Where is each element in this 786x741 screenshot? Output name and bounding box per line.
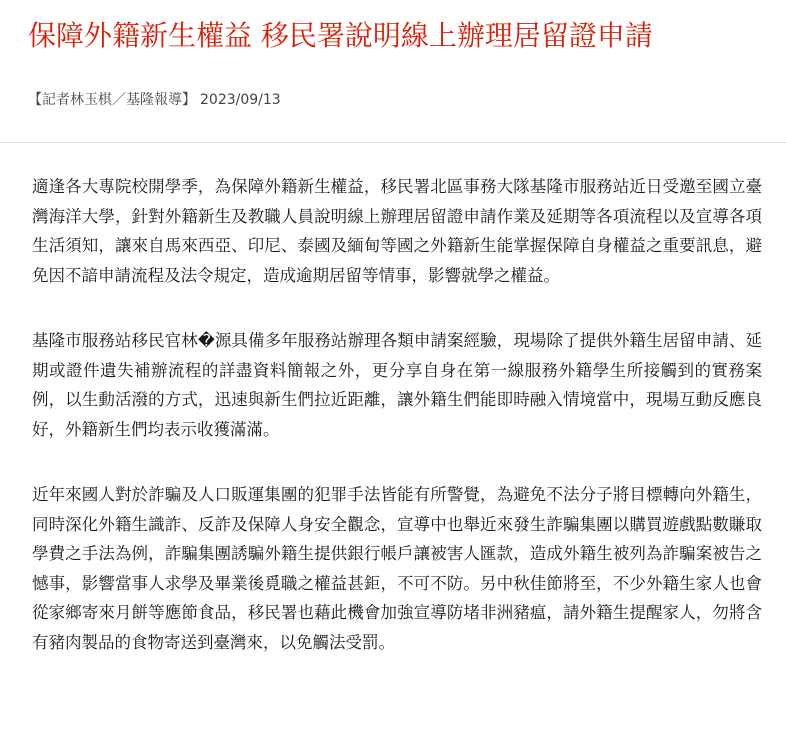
article-body: [32, 172, 762, 657]
reporter-credit: 【記者林玉棋／基隆報導】: [28, 92, 196, 108]
article-headline: 保障外籍新生權益 移民署說明線上辦理居留證申請: [28, 19, 653, 52]
header-divider: [0, 142, 786, 143]
article-paragraph: 基隆市服務站移民官林�源具備多年服務站辦理各類申請案經驗，現場除了提供外籍生居留申請、延期或證件遺失補辦流程的詳盡資料簡報之外，更分享自身在第一線服務外籍學生所接觸到的實務案例，以生動活潑的方式，迅速與新生們拉近距離，讓外籍生們能即時融入情境當中，現場互動反應良好，外籍新生們均表示收獲滿滿。: [32, 331, 762, 439]
article-paragraph: 近年來國人對於詐騙及人口販運集團的犯罪手法皆能有所警覺，為避免不法分子將目標轉向外籍生，同時深化外籍生識詐、反詐及保障人身安全觀念，宣導中也舉近來發生詐騙集團以購買遊戲點數賺取學費之手法為例，詐騙集團誘騙外籍生提供銀行帳戶讓被害人匯款，造成外籍生被列為詐騙案被告之憾事，影響當事人求學及畢業後覓職之權益甚鉅，不可不防。另中秋佳節將至，不少外籍生家人也會從家鄉寄來月餅等應節食品，移民署也藉此機會加強宣導防堵非洲豬瘟，請外籍生提醒家人，勿將含有豬肉製品的食物寄送到臺灣來，以免觸法受罰。: [32, 485, 762, 652]
publish-date: 2023/09/13: [200, 92, 281, 108]
article-paragraph: 適逢各大專院校開學季，為保障外籍新生權益，移民署北區事務大隊基隆市服務站近日受邀至國立臺灣海洋大學，針對外籍新生及教職人員說明線上辦理居留證申請作業及延期等各項流程以及宣導各項生活須知，讓來自馬來西亞、印尼、泰國及緬甸等國之外籍新生能掌握保障自身權益之重要訊息，避免因不諳申請流程及法令規定，造成逾期居留等情事，影響就學之權益。: [32, 177, 762, 285]
article-byline: [28, 90, 281, 110]
